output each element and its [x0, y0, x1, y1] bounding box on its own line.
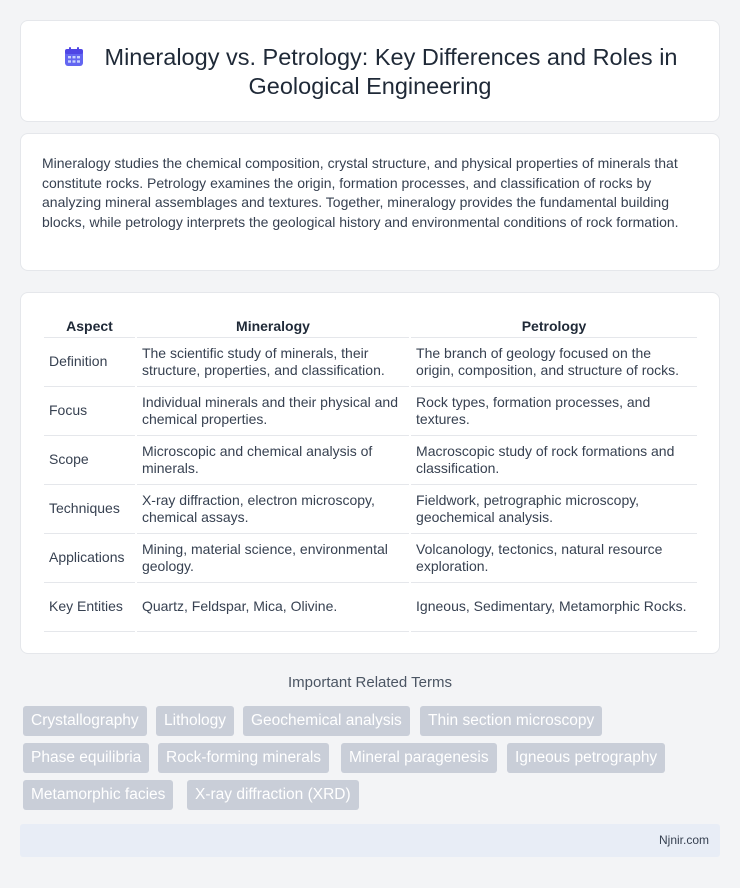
table-row	[44, 387, 697, 436]
mineralogy-cell: The scientific study of minerals, their structure, properties, and classification.	[137, 338, 409, 387]
aspect-cell: Applications	[44, 534, 135, 583]
table-row	[44, 583, 697, 632]
petrology-cell: Rock types, formation processes, and textures.	[411, 387, 697, 436]
aspect-cell: Techniques	[44, 485, 135, 534]
related-terms-heading: Important Related Terms	[288, 674, 452, 691]
term-chip-phase-equilibria[interactable]: Phase equilibria	[23, 743, 149, 773]
table-row	[44, 534, 697, 583]
calendar-icon	[63, 46, 85, 68]
header-petrology: Petrology	[411, 311, 697, 338]
page-title: Mineralogy vs. Petrology: Key Differences and Roles in Geological Engineering	[104, 44, 678, 99]
page-title-block	[21, 43, 719, 101]
term-chip-thin-section-microscopy[interactable]: Thin section microscopy	[420, 706, 602, 736]
header-mineralogy: Mineralogy	[137, 311, 409, 338]
aspect-cell: Focus	[44, 387, 135, 436]
table-row	[44, 338, 697, 387]
footer-bar	[20, 824, 720, 857]
term-chip-lithology[interactable]: Lithology	[156, 706, 234, 736]
title-card	[20, 20, 720, 122]
aspect-cell: Definition	[44, 338, 135, 387]
term-chip-metamorphic-facies[interactable]: Metamorphic facies	[23, 780, 173, 810]
aspect-cell: Scope	[44, 436, 135, 485]
comparison-table	[42, 311, 699, 632]
intro-paragraph: Mineralogy studies the chemical composition, crystal structure, and physical properties of minerals that constitute rocks. Petrology examines the origin, formation processes, and classification of rocks by analyzing mineral assemblages and textures. Together, mineralogy provides the fundamental building blocks, while petrology interprets the geological history and environmental conditions of rock formation.	[42, 155, 679, 230]
mineralogy-cell: Quartz, Feldspar, Mica, Olivine.	[137, 583, 409, 632]
term-chip-xrd[interactable]: X-ray diffraction (XRD)	[187, 780, 359, 810]
table-header-row	[44, 311, 697, 338]
petrology-cell: Macroscopic study of rock formations and classification.	[411, 436, 697, 485]
term-chip-crystallography[interactable]: Crystallography	[23, 706, 147, 736]
term-chip-geochemical-analysis[interactable]: Geochemical analysis	[243, 706, 410, 736]
comparison-card	[20, 292, 720, 654]
term-chip-rock-forming-minerals[interactable]: Rock-forming minerals	[158, 743, 329, 773]
mineralogy-cell: Microscopic and chemical analysis of minerals.	[137, 436, 409, 485]
term-chip-mineral-paragenesis[interactable]: Mineral paragenesis	[341, 743, 497, 773]
petrology-cell: The branch of geology focused on the origin, composition, and structure of rocks.	[411, 338, 697, 387]
table-row	[44, 436, 697, 485]
petrology-cell: Fieldwork, petrographic microscopy, geochemical analysis.	[411, 485, 697, 534]
table-row	[44, 485, 697, 534]
footer-site-label: Njnir.com	[658, 833, 709, 847]
intro-card	[20, 133, 720, 271]
aspect-cell: Key Entities	[44, 583, 135, 632]
term-chip-igneous-petrography[interactable]: Igneous petrography	[507, 743, 665, 773]
header-aspect: Aspect	[44, 311, 135, 338]
mineralogy-cell: Mining, material science, environmental geology.	[137, 534, 409, 583]
mineralogy-cell: Individual minerals and their physical and chemical properties.	[137, 387, 409, 436]
petrology-cell: Volcanology, tectonics, natural resource exploration.	[411, 534, 697, 583]
mineralogy-cell: X-ray diffraction, electron microscopy, chemical assays.	[137, 485, 409, 534]
petrology-cell: Igneous, Sedimentary, Metamorphic Rocks.	[411, 583, 697, 632]
